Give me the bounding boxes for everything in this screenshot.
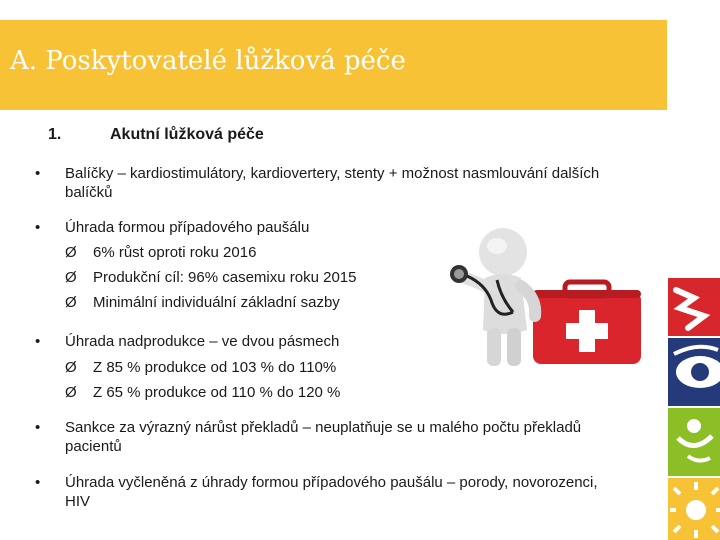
arrow-bullet-icon: Ø: [65, 244, 77, 261]
brand-strip-logos: [668, 278, 720, 540]
bullet-marker: •: [35, 165, 41, 182]
bullet-text: Úhrada vyčleněná z úhrady formou případového paušálu – porody, novorozenci, HIV: [65, 474, 598, 510]
arrow-bullet-icon: Ø: [65, 359, 77, 376]
sub-item: Ø Minimální individuální základní sazby: [65, 294, 340, 311]
sub-item: Ø 6% růst oproti roku 2016: [65, 244, 257, 261]
doctor-figure-illustration: [445, 220, 645, 370]
sun-logo-icon: [686, 500, 706, 520]
arrow-bullet-icon: Ø: [65, 384, 77, 401]
subtitle-text: Akutní lůžková péče: [110, 126, 264, 143]
arrow-bullet-icon: Ø: [65, 269, 77, 286]
sub-item: Ø Produkční cíl: 96% casemixu roku 2015: [65, 269, 357, 286]
bullet-text: Úhrada nadprodukce – ve dvou pásmech: [65, 333, 340, 350]
person-logo-icon: [687, 419, 701, 433]
bullet-marker: •: [35, 419, 41, 436]
slide-title: A. Poskytovatelé lůžková péče: [10, 46, 406, 76]
arrow-bullet-icon: Ø: [65, 294, 77, 311]
sub-item: Ø Z 85 % produkce od 103 % do 110%: [65, 359, 337, 376]
bullet-text: Sankce za výrazný nárůst překladů – neuplatňuje se u malého počtu překladů pacientů: [65, 419, 582, 455]
side-strip-blank: [668, 0, 720, 260]
bullet-marker: •: [35, 219, 41, 236]
subtitle-number: 1.: [48, 126, 62, 143]
bullet-text: Balíčky – kardiostimulátory, kardiovertery, stenty + možnost nasmlouvání dalších balíčků: [65, 165, 600, 201]
bullet-marker: •: [35, 474, 41, 491]
bullet-text: Úhrada formou případového paušálu: [65, 219, 310, 236]
bullet-marker: •: [35, 333, 41, 350]
sub-item: Ø Z 65 % produkce od 110 % do 120 %: [65, 384, 341, 401]
